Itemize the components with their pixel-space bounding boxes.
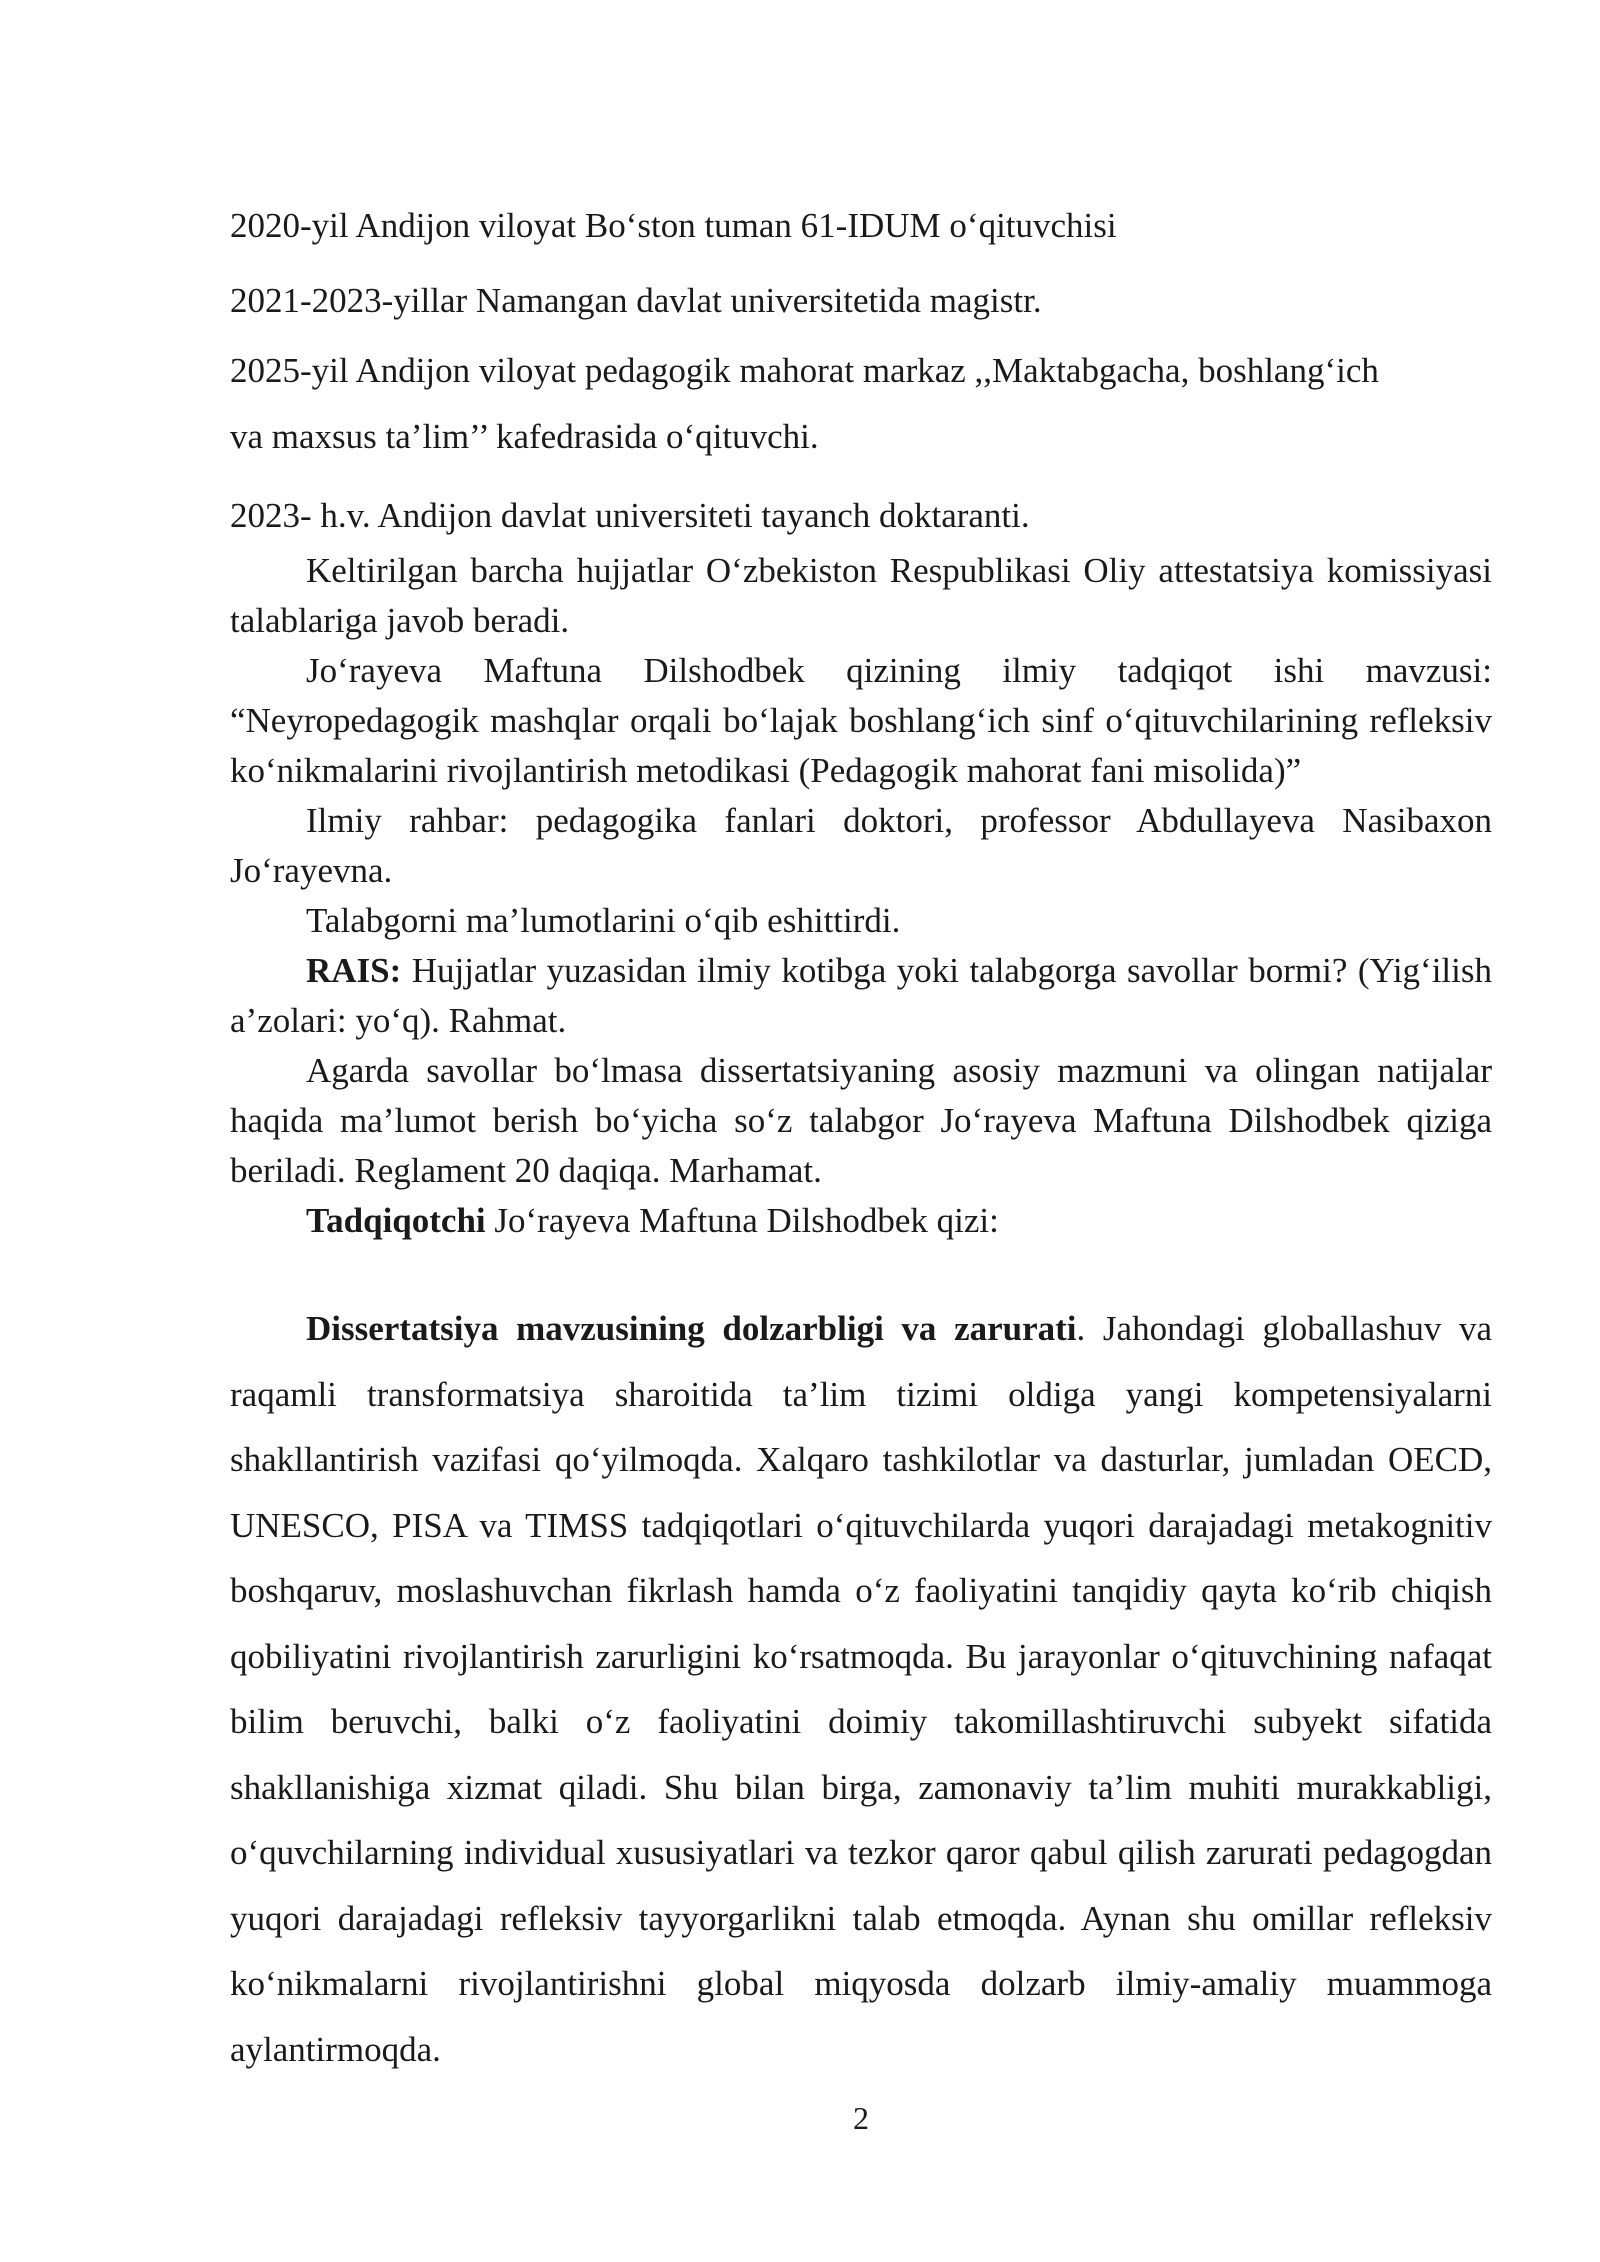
documents-note: Keltirilgan barcha hujjatlar O‘zbekiston Respublikasi Oliy attestatsiya komissiyasi talablariga javob beradi. — [230, 551, 1492, 640]
relevance-body: . Jahondagi globallashuv va raqamli transformatsiya sharoitida ta’lim tizimi oldiga yangi kompetensiyalarni shakllantirish vazifasi qo‘yilmoqda. Xalqaro tashkilotlar va dasturlar, jumladan OECD, UNESCO, PISA va TIMSS tadqiqotlari o‘qituvchilarda yuqori darajadagi metakognitiv boshqaruv, moslashuvchan fikrlash hamda o‘z faoliyatini tanqidiy qayta ko‘rib chiqish qobiliyatini rivojlantirish zarurligini ko‘rsatmoqda. Bu jarayonlar o‘qituvchining nafaqat bilim beruvchi, balki o‘z faoliyatini doimiy takomillashtiruvchi subyekt sifatida shakllanishiga xizmat qiladi. Shu bilan birga, zamonaviy ta’lim muhiti murakkabligi, o‘quvchilarning individual xususiyatlari va tezkor qaror qabul qilish zarurati pedagogdan yuqori darajadagi refleksiv tayyorgarlikni talab etmoqda. Aynan shu omillar refleksiv ko‘nikmalarni rivojlantirishni global miqyosda dolzarb ilmiy-amaliy muammoga aylantirmoqda. — [230, 1309, 1493, 2069]
researcher-name: Jo‘rayeva Maftuna Dilshodbek qizi: — [485, 1201, 999, 1240]
career-entry-2025-continued: va maxsus ta’lim’’ kafedrasida o‘qituvchi. — [230, 417, 819, 456]
chair-text: Hujjatlar yuzasidan ilmiy kotibga yoki talabgorga savollar bormi? (Yig‘ilish a’zolari: yo‘q). Rahmat. — [230, 951, 1492, 1040]
chair-question — [230, 946, 1492, 1046]
supervisor-info: Ilmiy rahbar: pedagogika fanlari doktori, professor Abdullayeva Nasibaxon Jo‘rayevna. — [230, 801, 1492, 890]
career-entry-2025: 2025-yil Andijon viloyat pedagogik mahorat markaz ,,Maktabgacha, boshlang‘ich — [230, 351, 1379, 390]
career-entry-2021-2023: 2021-2023-yillar Namangan davlat universitetida magistr. — [230, 281, 1042, 320]
relevance-paragraph — [230, 1296, 1492, 2082]
researcher-label: Tadqiqotchi — [306, 1201, 486, 1240]
researcher-intro — [230, 1196, 1492, 1246]
career-history — [230, 188, 1492, 553]
chair-label: RAIS: — [306, 951, 402, 990]
career-entry-2020: 2020-yil Andijon viloyat Bo‘ston tuman 61-IDUM o‘qituvchisi — [230, 206, 1117, 245]
meeting-minutes — [230, 546, 1492, 1246]
relevance-heading: Dissertatsiya mavzusining dolzarbligi va zarurati — [306, 1309, 1077, 1348]
research-topic: Jo‘rayeva Maftuna Dilshodbek qizining ilmiy tadqiqot ishi mavzusi: “Neyropedagogik mashqlar orqali bo‘lajak boshlang‘ich sinf o‘qituvchilarining refleksiv ko‘nikmalarini rivojlantirish metodikasi (Pedagogik mahorat fani misolida)” — [230, 651, 1492, 790]
page-number: 2 — [853, 2100, 869, 2136]
heard-note: Talabgorni ma’lumotlarini o‘qib eshittirdi. — [306, 901, 901, 940]
relevance-section — [230, 1296, 1492, 2082]
floor-given-note: Agarda savollar bo‘lmasa dissertatsiyaning asosiy mazmuni va olingan natijalar haqida ma’lumot berish bo‘yicha so‘z talabgor Jo‘rayeva Maftuna Dilshodbek qiziga beriladi. Reglament 20 daqiqa. Marhamat. — [230, 1051, 1492, 1190]
career-entry-2023-current: 2023- h.v. Andijon davlat universiteti tayanch doktaranti. — [230, 496, 1030, 535]
